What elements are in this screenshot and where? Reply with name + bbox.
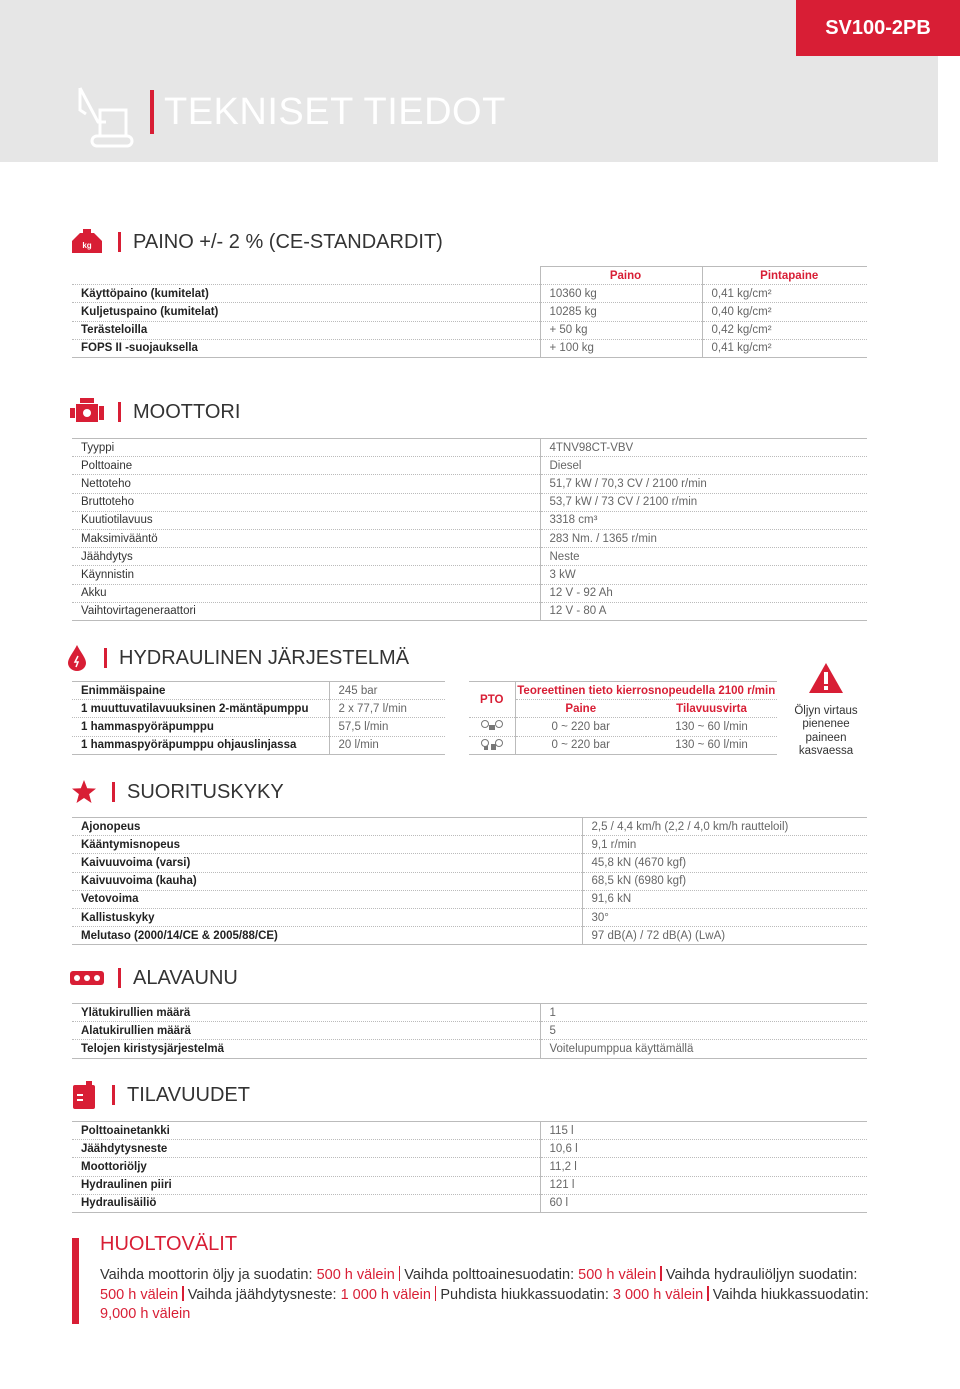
section-title-alavaunu: ALAVAUNU [133,966,238,989]
table-row [72,872,867,890]
table-value: Neste [540,548,867,566]
star-icon [70,778,98,806]
section-title-huolto: HUOLTOVÄLIT [100,1233,238,1255]
table-value: 10285 kg [540,303,702,321]
table-label: Hydraulinen piiri [72,1176,540,1194]
table-value: 0,41 kg/cm² [702,339,867,357]
table-row [72,339,867,357]
table-row [72,1140,867,1158]
pressure-warning [790,662,862,759]
section-title-moottori: MOOTTORI [133,400,241,423]
table-value: 11,2 l [540,1158,867,1176]
table-value: 9,1 r/min [582,836,867,854]
interval-value: 3 000 h välein [612,1286,704,1303]
table-row [72,818,867,836]
interval-value: 500 h välein [100,1286,179,1303]
table-value: 3318 cm³ [540,511,867,529]
table-value: + 50 kg [540,321,702,339]
table-label: Akku [72,584,540,602]
table-row [72,836,867,854]
section-title-hydrau: HYDRAULINEN JÄRJESTELMÄ [119,646,410,669]
table-row [72,700,445,718]
table-label: Kuljetuspaino (kumitelat) [72,303,540,321]
table-row [469,718,777,736]
table-label: Vaihtovirtageneraattori [72,602,540,620]
table-label: 0 ~ 220 bar [515,736,646,754]
table-value: 121 l [540,1176,867,1194]
table-value: 0,41 kg/cm² [702,285,867,303]
table-row [72,529,867,547]
col-paino: Paino [540,267,702,285]
table-value: 12 V - 92 Ah [540,584,867,602]
table-label: Kaivuuvoima (kauha) [72,872,582,890]
table-label: Maksimivääntö [72,529,540,547]
warning-text: Öljyn virtaus pienenee paineen kasvaessa [794,704,858,757]
table-label: 130 ~ 60 l/min [646,718,777,736]
table-value: 283 Nm. / 1365 r/min [540,529,867,547]
table-header [469,682,777,700]
pto-table [469,681,777,755]
pto-header: Teoreettinen tieto kierrosnopeudella 2100 r/min [515,682,777,700]
table-label: Kääntymisnopeus [72,836,582,854]
table-value: 2,5 / 4,4 km/h (2,2 / 4,0 km/h rautteloil) [582,818,867,836]
table-label: Nettoteho [72,475,540,493]
table-row [72,718,445,736]
interval-text: Vaihda hydrauliöljyn suodatin: [665,1267,858,1283]
table-row [469,736,777,754]
section-accent-bar [118,402,121,422]
table-value: 91,6 kN [582,890,867,908]
separator [399,1266,401,1281]
table-value: 0,42 kg/cm² [702,321,867,339]
table-label: 1 hammaspyöräpumppu [72,718,329,736]
table-label: Telojen kiristysjärjestelmä [72,1040,540,1058]
table-row [72,303,867,321]
right-strip [938,56,960,1389]
undercarriage-icon [70,964,104,992]
separator [660,1266,662,1281]
table-value: 51,7 kW / 70,3 CV / 2100 r/min [540,475,867,493]
interval-value: 9,000 h välein [100,1306,191,1322]
interval-text: Vaihda hiukkassuodatin: [712,1286,869,1303]
table-value: 53,7 kW / 73 CV / 2100 r/min [540,493,867,511]
table-label: Jäähdytysneste [72,1140,540,1158]
section-accent-bar [118,232,121,252]
table-label: Moottoriöljy [72,1158,540,1176]
table-label: 1 muuttuvatilavuuksinen 2-mäntäpumppu [72,700,329,718]
paino-table [72,266,867,358]
interval-value: 1 000 h välein [340,1286,431,1303]
separator [182,1286,184,1301]
table-row [72,602,867,620]
table-row [72,1122,867,1140]
table-label: Kuutiotilavuus [72,511,540,529]
warning-icon [808,662,844,694]
table-header [469,700,777,718]
table-row [72,854,867,872]
table-value: Diesel [540,457,867,475]
table-label: Bruttoteho [72,493,540,511]
moottori-table [72,438,867,621]
col-pintapaine: Pintapaine [702,267,867,285]
svg-text:kg: kg [82,241,92,250]
interval-text: Vaihda polttoainesuodatin: [404,1267,579,1283]
table-value: + 100 kg [540,339,702,357]
section-title-paino: PAINO +/- 2 % (CE-STANDARDIT) [133,230,443,253]
fuel-tank-icon [70,1081,98,1109]
section-accent-bar [112,782,115,802]
table-label: Ajonopeus [72,818,582,836]
interval-text: Vaihda jäähdytysneste: [187,1286,341,1303]
table-value: 97 dB(A) / 72 dB(A) (LwA) [582,927,867,945]
table-value: 4TNV98CT-VBV [540,439,867,457]
huolto-intervals [100,1266,870,1325]
separator [435,1286,437,1301]
table-value: 1 [540,1004,867,1022]
table-row [72,736,445,754]
table-value: 20 l/min [329,736,445,754]
table-value: 57,5 l/min [329,718,445,736]
table-value: 5 [540,1022,867,1040]
table-label: Jäähdytys [72,548,540,566]
table-value: 30° [582,908,867,926]
separator [707,1286,709,1301]
table-label: FOPS II -suojauksella [72,339,540,357]
table-row [72,1004,867,1022]
table-label: Ylätukirullien määrä [72,1004,540,1022]
table-header [72,267,867,285]
table-row [72,1158,867,1176]
table-value: 3 kW [540,566,867,584]
table-value: 0,40 kg/cm² [702,303,867,321]
table-label: Enimmäispaine [72,682,329,700]
oil-drop-icon [64,644,90,672]
section-accent-bar [118,968,121,988]
table-value: 245 bar [329,682,445,700]
table-label: Polttoainetankki [72,1122,540,1140]
table-label: Terästeloilla [72,321,540,339]
table-label [72,267,540,285]
table-row [72,566,867,584]
title-accent-bar [150,90,154,134]
table-row [72,511,867,529]
table-row [72,493,867,511]
table-label: 0 ~ 220 bar [515,718,646,736]
table-row [72,475,867,493]
huolto-accent-bar [72,1238,79,1324]
table-label: Käyttöpaino (kumitelat) [72,285,540,303]
table-row [72,1022,867,1040]
table-row [72,584,867,602]
model-badge: SV100-2PB [796,0,960,56]
table-label: Kallistuskyky [72,908,582,926]
table-value: 68,5 kN (6980 kgf) [582,872,867,890]
table-label: 1 hammaspyöräpumppu ohjauslinjassa [72,736,329,754]
table-row [72,908,867,926]
table-row [72,682,445,700]
table-row [72,548,867,566]
hydrau-table [72,681,445,755]
interval-text: Puhdista hiukkassuodatin: [440,1286,613,1303]
pto-circuit-icon [469,736,515,754]
table-row [72,1194,867,1212]
table-label: Käynnistin [72,566,540,584]
table-row [72,1040,867,1058]
interval-text: Vaihda moottorin öljy ja suodatin: [100,1267,317,1283]
table-label: Tyyppi [72,439,540,457]
table-value: 10360 kg [540,285,702,303]
table-row [72,457,867,475]
suoritus-table [72,817,867,945]
table-row [72,1176,867,1194]
section-title-tilavuudet: TILAVUUDET [127,1083,250,1106]
table-label: Alatukirullien määrä [72,1022,540,1040]
pto-label: PTO [469,682,515,718]
table-value: Voitelupumppua käyttämällä [540,1040,867,1058]
table-row [72,439,867,457]
table-label: Polttoaine [72,457,540,475]
section-accent-bar [104,648,107,668]
weight-icon [70,228,104,256]
table-label: Melutaso (2000/14/CE & 2005/88/CE) [72,927,582,945]
table-value: 10,6 l [540,1140,867,1158]
table-label: Hydraulisäiliö [72,1194,540,1212]
tilavuudet-table [72,1121,867,1213]
table-row [72,890,867,908]
table-value: 115 l [540,1122,867,1140]
table-value: 45,8 kN (4670 kgf) [582,854,867,872]
pto-circuit-icon [469,718,515,736]
interval-value: 500 h välein [578,1267,657,1283]
engine-icon [70,398,104,426]
section-accent-bar [112,1085,115,1105]
pto-col-tilavuus: Tilavuusvirta [646,700,777,718]
page-title: TEKNISET TIEDOT [164,91,506,133]
table-value: 12 V - 80 A [540,602,867,620]
table-value: 2 x 77,7 l/min [329,700,445,718]
table-row [72,321,867,339]
table-row [72,927,867,945]
alavaunu-table [72,1003,867,1059]
table-value: 60 l [540,1194,867,1212]
table-row [72,285,867,303]
interval-value: 500 h välein [316,1267,395,1283]
table-label: Vetovoima [72,890,582,908]
pto-col-paine: Paine [515,700,646,718]
table-label: Kaivuuvoima (varsi) [72,854,582,872]
table-label: 130 ~ 60 l/min [646,736,777,754]
section-title-suoritus: SUORITUSKYKY [127,780,284,803]
